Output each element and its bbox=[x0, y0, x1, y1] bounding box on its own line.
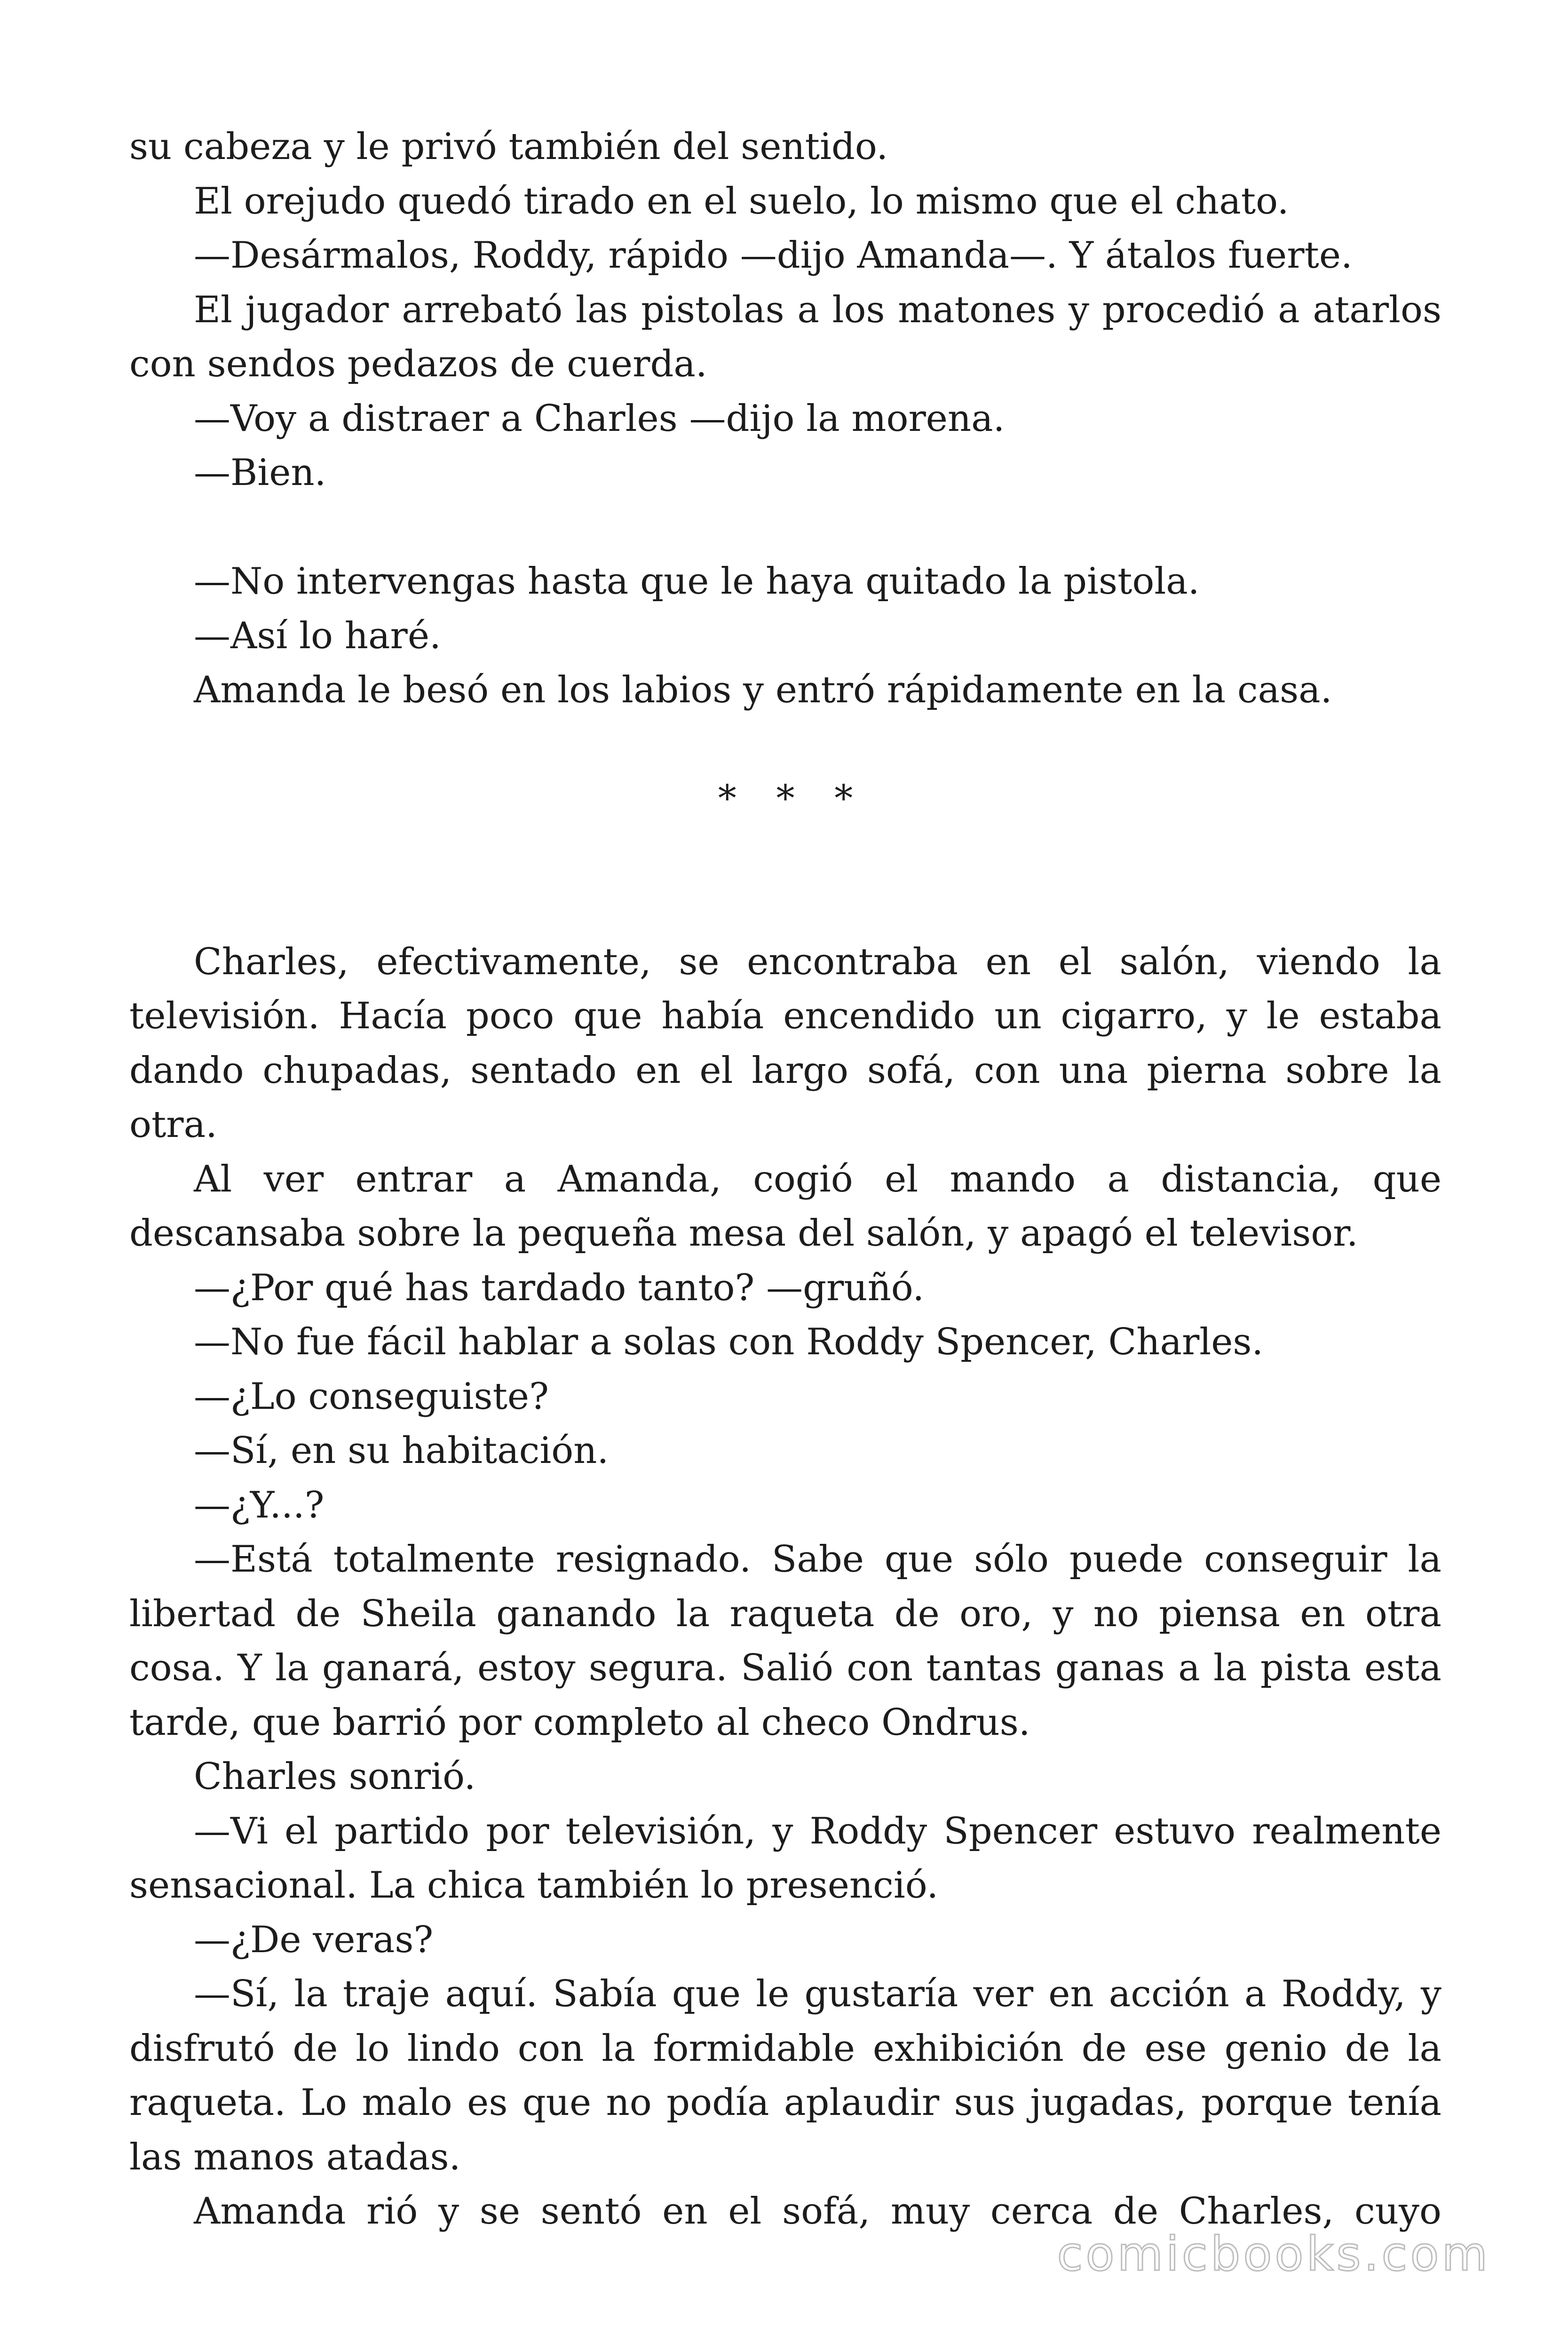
paragraph: su cabeza y le privó también del sentido. bbox=[129, 126, 888, 168]
paragraph: —¿Lo conseguiste? bbox=[194, 1375, 549, 1418]
paragraph: —Sí, en su habitación. bbox=[194, 1430, 609, 1472]
text-block-before bbox=[129, 120, 1441, 501]
section-separator: * * * bbox=[718, 778, 867, 820]
paragraph: —¿Por qué has tardado tanto? —gruñó. bbox=[194, 1266, 925, 1309]
paragraph: —Vi el partido por televisión, y Roddy Spencer estuvo realmente sensacional. La chica también lo presenció. bbox=[129, 1810, 1441, 1907]
paragraph: —Sí, la traje aquí. Sabía que le gustaría ver en acción a Roddy, y disfrutó de lo lindo con la formidable exhibición de ese genio de la raqueta. Lo malo es que no podía aplaudir sus jugadas, porque tenía las manos atadas. bbox=[129, 1973, 1441, 2178]
paragraph: —Desármalos, Roddy, rápido —dijo Amanda—. Y átalos fuerte. bbox=[194, 234, 1353, 277]
blank-line bbox=[129, 718, 1441, 772]
paragraph: —¿De veras? bbox=[194, 1918, 434, 1961]
blank-line bbox=[129, 826, 1441, 935]
blank-line bbox=[129, 501, 1441, 555]
paragraph: Amanda le besó en los labios y entró rápidamente en la casa. bbox=[194, 669, 1332, 711]
paragraph: Al ver entrar a Amanda, cogió el mando a distancia, que descansaba sobre la pequeña mesa del salón, y apagó el televisor. bbox=[129, 1158, 1441, 1255]
paragraph: —Voy a distraer a Charles —dijo la morena. bbox=[194, 397, 1005, 440]
paragraph: —¿Y...? bbox=[194, 1484, 325, 1526]
paragraph: —Así lo haré. bbox=[194, 614, 441, 657]
text-block-middle bbox=[129, 555, 1441, 718]
paragraph: —Bien. bbox=[194, 452, 326, 494]
text-block-after bbox=[129, 935, 1441, 2239]
paragraph: Amanda rió y se sentó en el sofá, muy cerca de Charles, cuyo bbox=[194, 2190, 1441, 2233]
paragraph: —Está totalmente resignado. Sabe que sólo puede conseguir la libertad de Sheila ganando la raqueta de oro, y no piensa en otra cosa. Y la ganará, estoy segura. Salió con tantas ganas a la pista esta tarde, que barrió por completo al checo Ondrus. bbox=[129, 1538, 1441, 1744]
watermark-logo: comicbooks.com bbox=[1057, 2226, 1490, 2281]
paragraph: —No intervengas hasta que le haya quitado la pistola. bbox=[194, 560, 1200, 603]
page-body bbox=[129, 120, 1441, 2239]
paragraph: —No fue fácil hablar a solas con Roddy Spencer, Charles. bbox=[194, 1321, 1264, 1363]
paragraph: Charles sonrió. bbox=[194, 1756, 476, 1798]
paragraph: Charles, efectivamente, se encontraba en el salón, viendo la televisión. Hacía poco que había encendido un cigarro, y le estaba dando chupadas, sentado en el largo sofá, con una pierna sobre la otra. bbox=[129, 940, 1441, 1146]
paragraph: El orejudo quedó tirado en el suelo, lo mismo que el chato. bbox=[194, 180, 1289, 222]
paragraph: El jugador arrebató las pistolas a los matones y procedió a atarlos con sendos pedazos de cuerda. bbox=[129, 288, 1441, 385]
